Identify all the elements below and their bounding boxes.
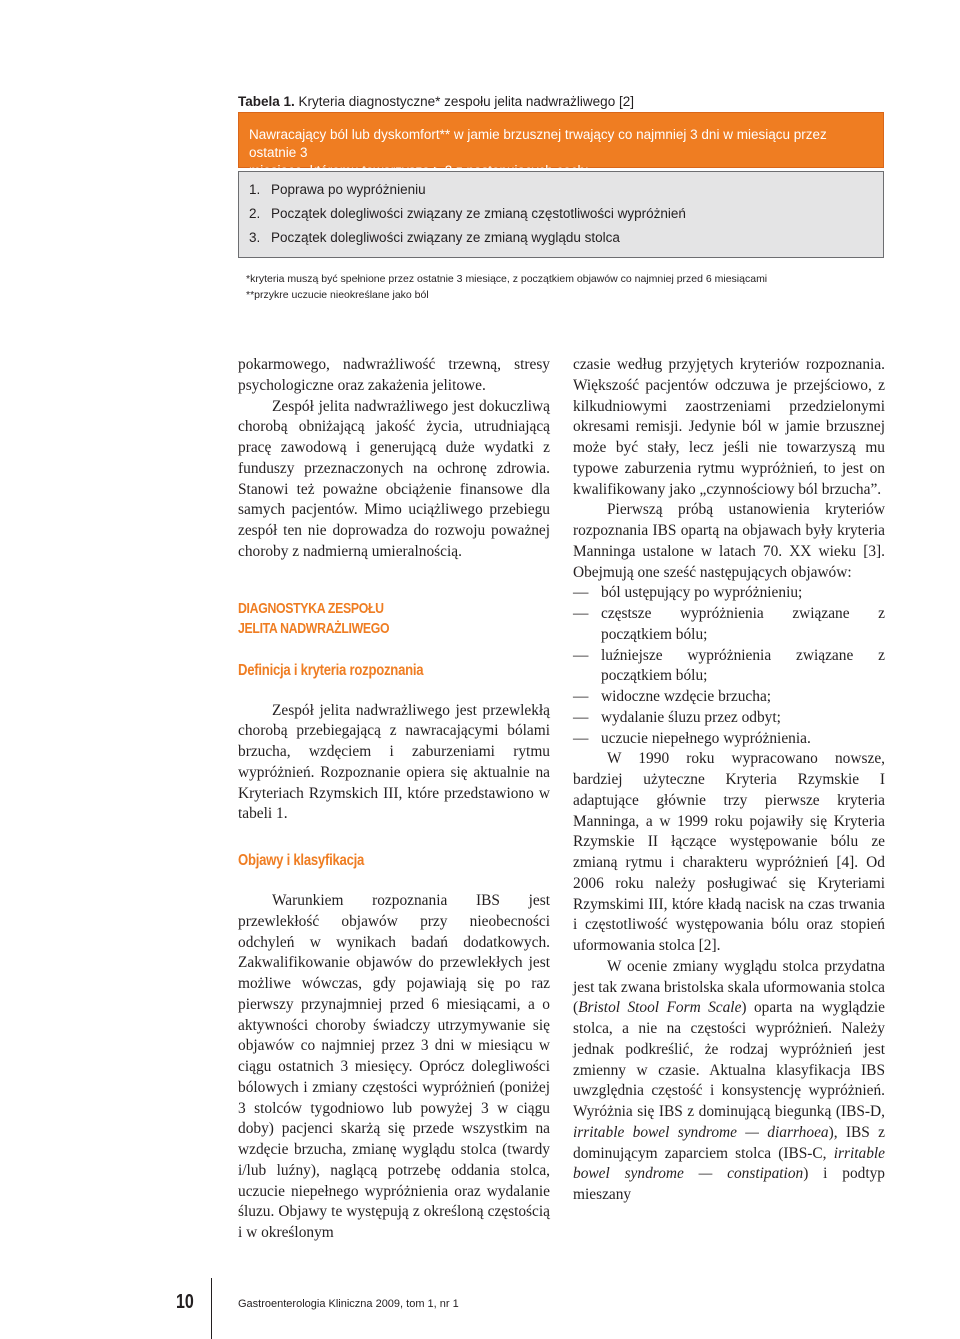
paragraph: Zespół jelita nadwrażliwego jest dokuczliwą chorobą obniżającą jakość życia, utrudniającą pracę zawodową i generującą duże wydatki z funduszy przeznaczonych na ochronę zdrowia. Stanowi też poważne obciążenie finansowe dla samych pacjentów. Mimo uciążliwego przebiegu zespół ten nie doprowadza do rozwoju poważnej choroby z nadmierną umieralnością. bbox=[238, 397, 550, 560]
dash-bullet: — bbox=[573, 605, 589, 622]
dash-bullet: — bbox=[573, 729, 589, 747]
dash-bullet: — bbox=[573, 584, 589, 602]
right-column bbox=[573, 355, 885, 1206]
footnote-2: **przykre uczucie nieokreślane jako ból bbox=[246, 289, 429, 301]
subsection-heading: Objawy i klasyfikacja bbox=[238, 852, 365, 869]
dash-bullet: — bbox=[573, 688, 589, 705]
manning-criteria-list bbox=[573, 583, 885, 749]
table-caption-label: Tabela 1. bbox=[238, 94, 295, 109]
dash-bullet: — bbox=[573, 646, 589, 664]
list-item: — ból ustępujący po wypróżnieniu; bbox=[573, 583, 885, 604]
table-criteria-box bbox=[238, 171, 884, 258]
paragraph: Warunkiem rozpoznania IBS jest przewlekłość objawów przy nieobecności odchyleń w wynikach badań dodatkowych. Zakwalifikowanie objawów do przewlekłych jest możliwe wówczas, gdy pojawiają się po raz pierwszy przynajmniej przed 6 miesiącami, a o aktywności choroby świadczy utrzymywanie się objawów co najmniej przez 3 dni w miesiącu w ciągu ostatnich 3 miesięcy. Oprócz dolegliwości bólowych i zmiany częstości wypróżnień (poniżej 3 stolców tygodniowo lub powyżej 3 w ciągu doby) pacjenci skarżą się przede wszystkim na wzdęcie brzucha, zmianę wyglądu stolca (twardy i/lub luźny), naglącą potrzebę oddania stolca, uczucie niepełnego wypróżnienia oraz wydalanie śluzu. Objawy te występują z określoną częstością i w określonym bbox=[238, 892, 550, 1241]
criterion-text: Poprawa po wypróżnieniu bbox=[271, 182, 426, 197]
list-item: — uczucie niepełnego wypróżnienia. bbox=[573, 729, 885, 750]
dash-bullet: — bbox=[573, 708, 589, 726]
paragraph: Pierwszą próbą ustanowienia kryteriów rozpoznania IBS opartą na objawach były kryteria Manninga ustalone w latach 70. XX wieku [3]. Obejmują one sześć następujących objawów: bbox=[573, 501, 885, 581]
paragraph: pokarmowego, nadwrażliwość trzewną, stresy psychologiczne oraz zakażenia jelitowe. bbox=[238, 356, 550, 394]
journal-citation: Gastroenterologia Kliniczna 2009, tom 1, nr 1 bbox=[238, 1298, 459, 1310]
table-header-line1: Nawracający ból lub dyskomfort** w jamie brzusznej trwający co najmniej 3 dni w miesiącu przez ostatnie 3 bbox=[249, 127, 827, 160]
criterion-number: 1. bbox=[249, 182, 261, 197]
left-column bbox=[238, 355, 550, 1244]
criterion-text: Początek dolegliwości związany ze zmianą częstotliwości wypróżnień bbox=[271, 206, 686, 221]
table-caption-text: Kryteria diagnostyczne* zespołu jelita nadwrażliwego [2] bbox=[294, 94, 634, 109]
criterion-text: Początek dolegliwości związany ze zmianą wyglądu stolca bbox=[271, 230, 620, 245]
criterion-2 bbox=[249, 205, 883, 229]
list-item: — widoczne wzdęcie brzucha; bbox=[573, 687, 885, 708]
section-heading-line2: JELITA NADWRAŻLIWEGO bbox=[238, 619, 390, 637]
criterion-1 bbox=[249, 181, 883, 205]
section-heading-line1: DIAGNOSTYKA ZESPOŁU bbox=[238, 599, 384, 617]
list-item: — luźniejsze wypróżnienia związane z początkiem bólu; bbox=[573, 646, 885, 685]
list-item: — wydalanie śluzu przez odbyt; bbox=[573, 708, 885, 729]
paragraph: W ocenie zmiany wyglądu stolca przydatna jest tak zwana bristolska skala uformowania stolca (Bristol Stool Form Scale) oparta na wyglądzie stolca, a nie na częstości wypróżnień. Należy jednak podkreślić, że rodzaj wypróżnień jest zmienny w czasie. Aktualna klasyfikacja IBS uwzględnia częstość i konsystencję wypróżnień. Wyróżnia się IBS z dominującą biegunką (IBS-D, irritable bowel syndrome — diarrhoea), IBS z dominującym zaparciem stolca (IBS-C, irritable bowel syndrome — constipation) i podtyp mieszany bbox=[573, 957, 885, 1203]
section-heading bbox=[238, 599, 494, 639]
page-number: 10 bbox=[176, 1291, 194, 1313]
paragraph: czasie według przyjętych kryteriów rozpoznania. Większość pacjentów odczuwa je przejściowo, z kilkudniowymi zaostrzeniami przedzielonymi okresami remisji. Jedynie ból w jamie brzusznej może być stały, lecz jeśli nie towarzyszą mu typowe zaburzenia rytmu wypróżnień, to jest on kwalifikowany jako „czynnościowy ból brzucha”. bbox=[573, 356, 885, 498]
paragraph: Zespół jelita nadwrażliwego jest przewlekłą chorobą przebiegającą z nawracającymi bólami brzucha, wzdęciem i zaburzeniami rytmu wypróżnień. Rozpoznanie opiera się aktualnie na Kryteriach Rzymskich III, które przedstawiono w tabeli 1. bbox=[238, 701, 550, 823]
footnote-1: *kryteria muszą być spełnione przez ostatnie 3 miesiące, z początkiem objawów co najmniej przed 6 miesiącami bbox=[246, 273, 768, 285]
italic-term: irritable bowel syndrome — constipation bbox=[573, 1144, 885, 1183]
italic-term: irritable bowel syndrome — diarrhoea bbox=[573, 1123, 829, 1141]
criterion-number: 3. bbox=[249, 230, 261, 245]
criterion-3 bbox=[249, 229, 883, 253]
paragraph: W 1990 roku wypracowano nowsze, bardziej użyteczne Kryteria Rzymskie I adaptujące głównie trzy pierwsze kryteria Manninga, a w 1999 roku pojawiły się Kryteria Rzymskie II łączące występowanie bólu ze zmianą rytmu i charakteru wypróżnień [4]. Od 2006 roku należy posługiwać się Kryteriami Rzymskimi III, które kładą nacisk na czas trwania i częstotliwość występowania bólu oraz stopień uformowania stolca [2]. bbox=[573, 750, 885, 954]
subsection-heading: Definicja i kryteria rozpoznania bbox=[238, 661, 424, 679]
list-item: — częstsze wypróżnienia związane z początkiem bólu; bbox=[573, 605, 885, 643]
criterion-number: 2. bbox=[249, 206, 261, 221]
table-header-box bbox=[238, 112, 884, 168]
table-caption bbox=[238, 94, 634, 109]
table-footnotes bbox=[246, 271, 767, 303]
italic-term: Bristol Stool Form Scale bbox=[578, 999, 742, 1017]
footer-divider bbox=[211, 1278, 212, 1339]
